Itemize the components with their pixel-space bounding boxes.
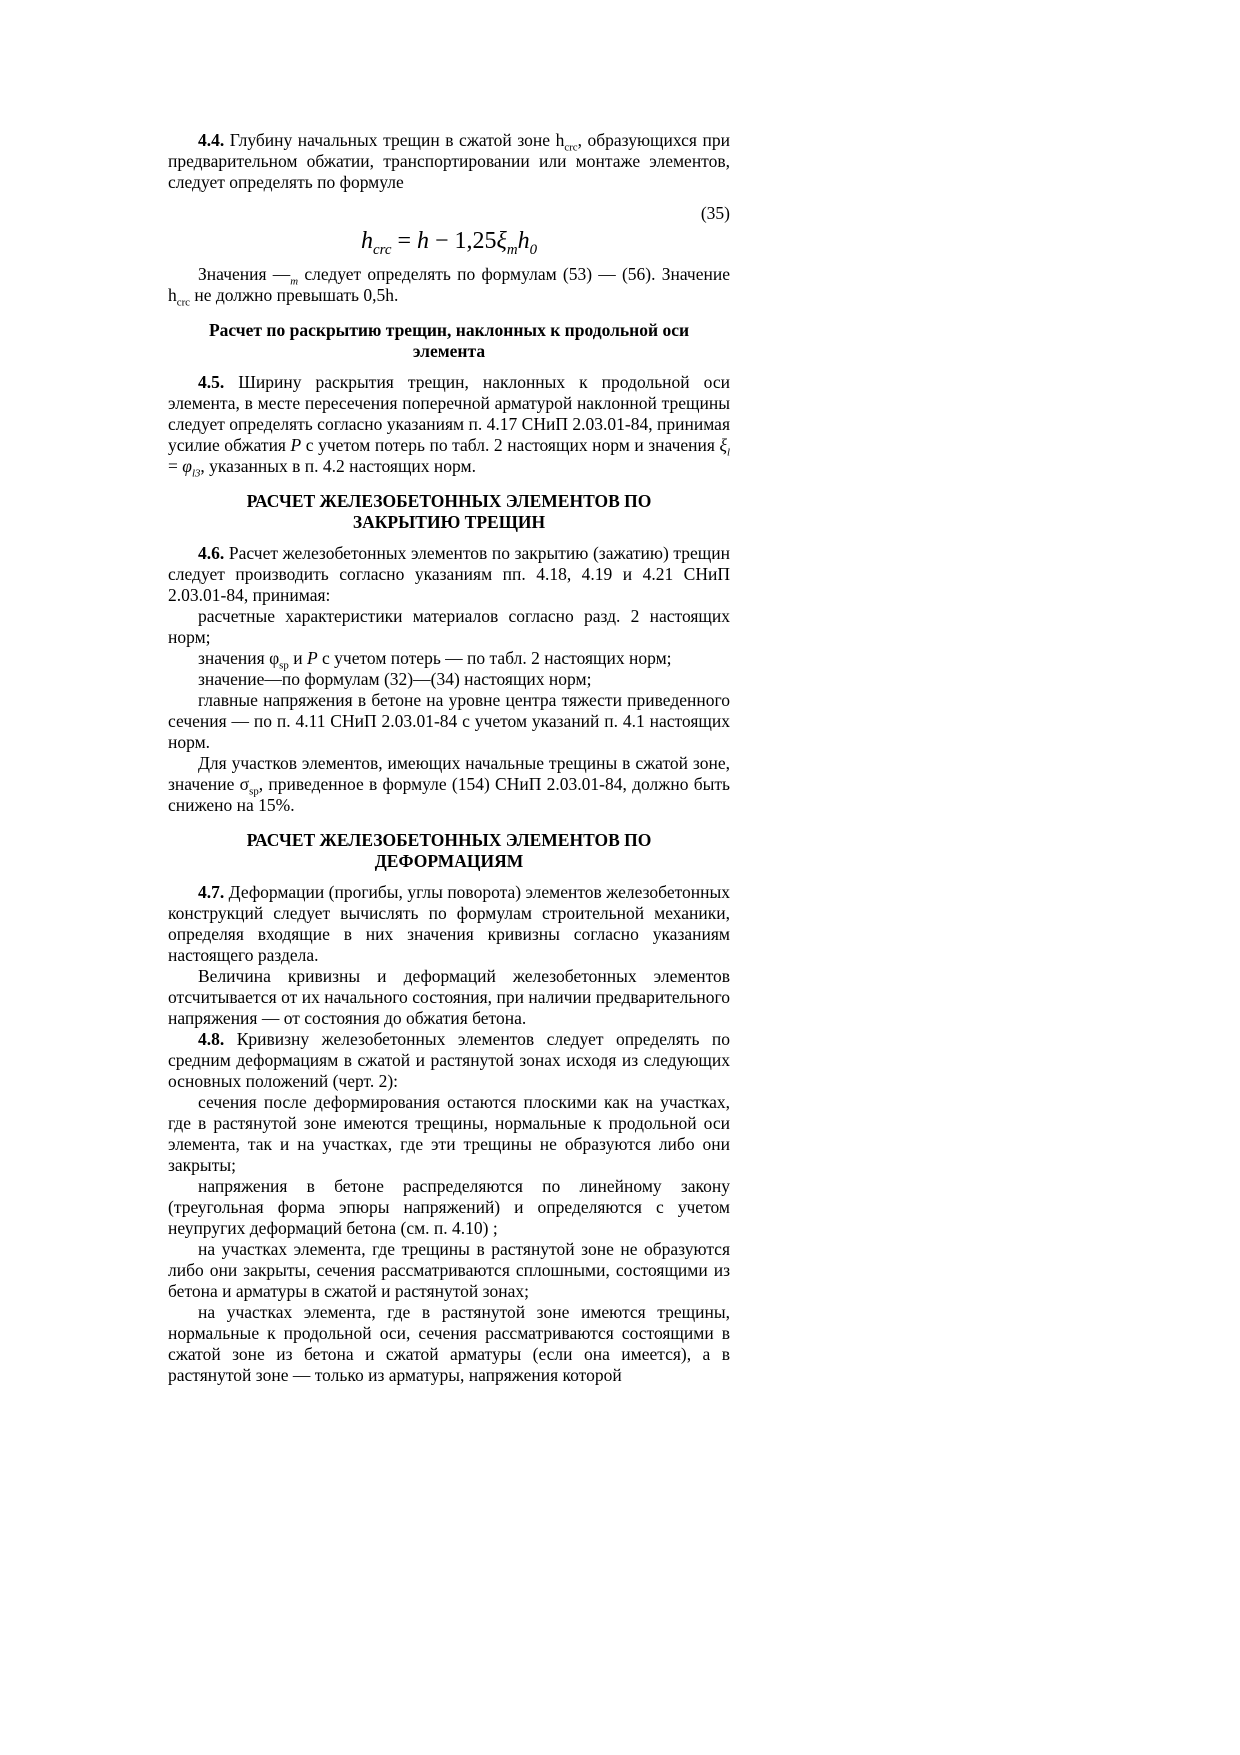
- text-run: Расчет по раскрытию трещин, наклонных к продольной оси: [208, 320, 690, 340]
- text-run: Деформации (прогибы, углы поворота) элементов железобетонных конструкций следует вычислять по формулам строительной механики, определяя входящие в них значения кривизны согласно указаниям настоящего раздела.: [168, 882, 730, 965]
- text-run: l: [727, 446, 731, 459]
- text-run: Р: [306, 648, 318, 668]
- text-run: φ: [182, 456, 192, 476]
- text-run: , образующихся при предварительном обжатии, транспортировании или монтаже элементов, следует определять по формуле: [168, 130, 730, 192]
- text-run: элемента: [412, 341, 486, 361]
- text-run: Ширину раскрытия трещин, наклонных к продольной оси элемента, в месте пересечения поперечной арматурой наклонной трещины следует определять согласно указаниям п. 4.17 СНиП 2.03.01-84, принимая усилие обжатия: [168, 372, 730, 455]
- document-content: [168, 130, 730, 1386]
- text-run: значения φ: [198, 648, 280, 668]
- text-run: 4.6.: [198, 543, 225, 563]
- text-run: l3: [191, 467, 201, 480]
- list-no-cracks-sections: [168, 1239, 730, 1302]
- text-run: следует определять по формулам (53) — (56). Значение h: [168, 264, 730, 305]
- text-run: РАСЧЕТ ЖЕЛЕЗОБЕТОННЫХ ЭЛЕМЕНТОВ ПО: [246, 830, 652, 850]
- text-run: главные напряжения в бетоне на уровне центра тяжести приведенного сечения — по п. 4.11 СНиП 2.03.01-84 с учетом указаний п. 4.1 настоящих норм.: [168, 690, 730, 752]
- text-run: РАСЧЕТ ЖЕЛЕЗОБЕТОННЫХ ЭЛЕМЕНТОВ ПО: [246, 491, 652, 511]
- paragraph-values-note: [168, 264, 730, 309]
- text-run: crc: [176, 296, 190, 309]
- text-run: Расчет железобетонных элементов по закрытию (зажатию) трещин следует производить согласно указаниям пп. 4.18, 4.19 и 4.21 СНиП 2.03.01-84, принимая:: [168, 543, 730, 605]
- text-run: =: [168, 456, 183, 476]
- text-run: 4.7.: [198, 882, 225, 902]
- text-run: m: [290, 275, 299, 288]
- paragraph-4-8: [168, 1029, 730, 1092]
- text-run: , указанных в п. 4.2 настоящих норм.: [200, 456, 476, 476]
- text-run: Величина кривизны и деформаций железобетонных элементов отсчитывается от их начального состояния, при наличии предварительного напряжения — от состояния до обжатия бетона.: [168, 966, 730, 1028]
- text-run: ЗАКРЫТИЮ ТРЕЩИН: [352, 512, 546, 532]
- text-run: 4.8.: [198, 1029, 225, 1049]
- text-run: с учетом потерь — по табл. 2 настоящих норм;: [317, 648, 672, 668]
- heading-inclined-cracks: [178, 320, 720, 362]
- text-run: crc: [372, 241, 392, 258]
- text-run: расчетные характеристики материалов согласно разд. 2 настоящих норм;: [168, 606, 730, 647]
- list-value-formulas: [168, 669, 730, 690]
- formula-35: [168, 226, 730, 256]
- text-run: с учетом потерь по табл. 2 настоящих норм и значения: [301, 435, 720, 455]
- text-run: не должно превышать 0,5h.: [190, 285, 399, 305]
- paragraph-4-4: [168, 130, 730, 193]
- text-run: ξ: [719, 435, 727, 455]
- text-run: сечения после деформирования остаются плоскими как на участках, где в растянутой зоне имеются трещины, нормальные к продольной оси элемента, так и на участках, где эти трещины не образуются либо они закрыты;: [168, 1092, 730, 1175]
- text-run: crc: [564, 141, 578, 154]
- text-run: на участках элемента, где трещины в растянутой зоне не образуются либо они закрыты, сечения рассматриваются сплошными, состоящими из бетона и арматуры в сжатой и растянутой зонах;: [168, 1239, 730, 1301]
- paragraph-4-5: [168, 372, 731, 480]
- paragraph-initial-cracks: [168, 753, 730, 816]
- text-run: на участках элемента, где в растянутой зоне имеются трещины, нормальные к продольной оси, сечения рассматриваются состоящими в сжатой зоне из бетона и сжатой арматуры (если она имеется), а в растянутой зоне — только из арматуры, напряжения которой: [168, 1302, 730, 1385]
- text-run: значение—по формулам (32)—(34) настоящих норм;: [198, 669, 592, 689]
- text-run: , приведенное в формуле (154) СНиП 2.03.01-84, должно быть снижено на 15%.: [168, 774, 730, 815]
- paragraph-4-6: [168, 543, 730, 606]
- text-run: 4.5.: [198, 372, 225, 392]
- text-run: m: [506, 241, 518, 258]
- text-run: ДЕФОРМАЦИЯМ: [374, 851, 524, 871]
- text-run: Р: [290, 435, 302, 455]
- text-run: Глубину начальных трещин в сжатой зоне h: [224, 130, 565, 150]
- list-phi-sp-values: [168, 648, 730, 672]
- text-run: 4.4.: [198, 130, 225, 150]
- formula-number-35: [168, 203, 730, 224]
- text-run: =: [391, 228, 417, 254]
- text-run: h: [517, 228, 530, 254]
- text-run: h: [360, 228, 373, 254]
- list-principal-stresses: [168, 690, 730, 753]
- text-run: Кривизну железобетонных элементов следует определять по средним деформациям в сжатой и растянутой зонах исходя из следующих основных положений (черт. 2):: [168, 1029, 730, 1091]
- text-run: Для участков элементов, имеющих начальные трещины в сжатой зоне, значение σ: [168, 753, 730, 794]
- list-cracked-sections: [168, 1302, 730, 1386]
- heading-crack-closure: [178, 491, 720, 533]
- text-run: и: [288, 648, 307, 668]
- text-run: Значения —: [198, 264, 291, 284]
- text-run: sp: [279, 659, 289, 672]
- text-run: (35): [700, 203, 730, 223]
- text-run: ξ: [496, 228, 507, 254]
- list-material-characteristics: [168, 606, 730, 648]
- text-run: 0: [529, 241, 537, 258]
- paragraph-curvature-reference: [168, 966, 730, 1029]
- list-concrete-stresses: [168, 1176, 730, 1239]
- text-run: h: [416, 228, 429, 254]
- text-run: sp: [249, 785, 259, 798]
- text-run: − 1,25: [428, 228, 497, 254]
- heading-deformations: [178, 830, 720, 872]
- text-run: напряжения в бетоне распределяются по линейному закону (треугольная форма эпюры напряжений) и определяются с учетом неупругих деформаций бетона (см. п. 4.10) ;: [168, 1176, 730, 1238]
- paragraph-4-7: [168, 882, 730, 966]
- list-sections-plane: [168, 1092, 730, 1176]
